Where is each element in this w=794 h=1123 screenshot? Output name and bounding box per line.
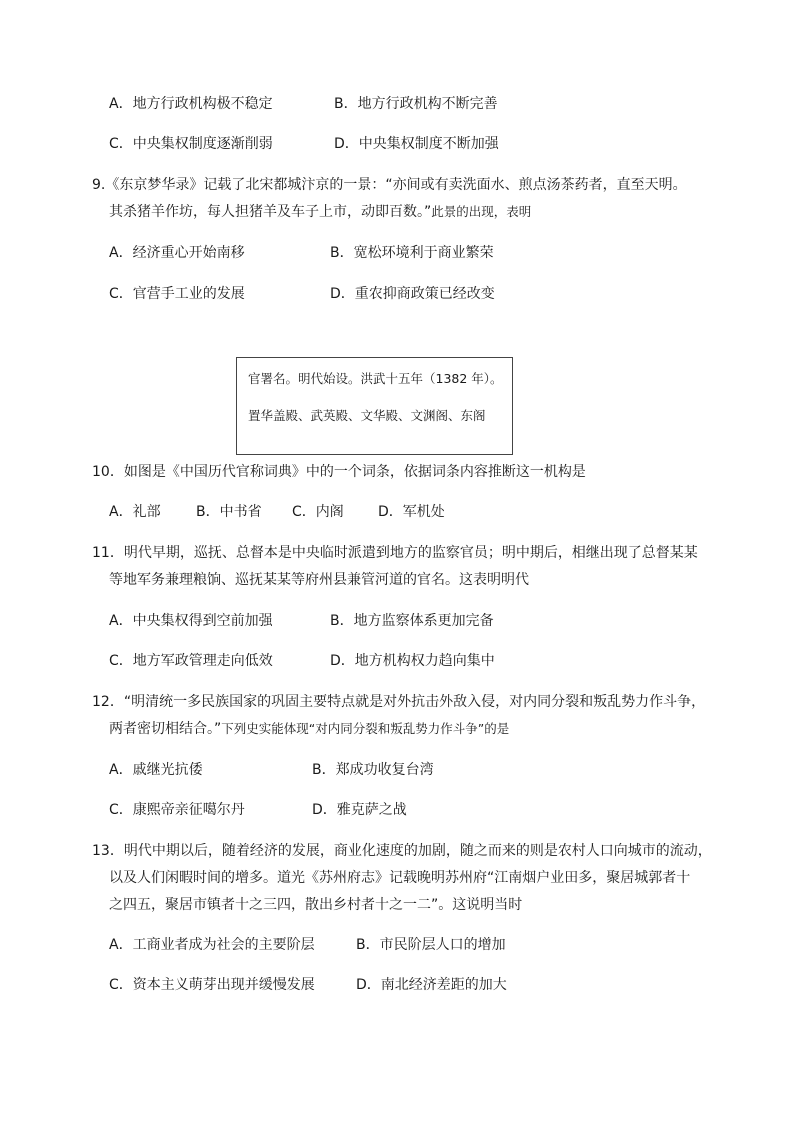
q12-stem-line2-tail: 下列史实能体现“对内同分裂和叛乱势力作斗争”的是 [221,721,510,736]
q11-option-c: C．地方军政管理走向低效 [109,653,273,669]
q11-option-d: D．地方机构权力趋向集中 [330,653,495,669]
q12-option-d: D．雅克萨之战 [312,802,407,818]
q13-option-a: A．工商业者成为社会的主要阶层 [109,937,315,953]
q9-option-d: D．重农抑商政策已经改变 [330,286,495,302]
q9-stem-line2 [109,203,531,221]
q9-stem-line1: 9.《东京梦华录》记载了北宋都城汴京的一景：“亦间或有卖洗面水、煎点汤茶药者，直至天明。 [92,177,687,193]
q13-stem-line2: 以及人们闲暇时间的增多。道光《苏州府志》记载晚明苏州府“江南烟户业田多，聚居城郭者十 [109,870,691,886]
q10-option-d: D．军机处 [378,504,445,520]
q12-stem-line2-main: 两者密切相结合。” [109,721,222,737]
q10-option-a: A．礼部 [109,504,161,520]
q11-stem-line1: 11．明代早期，巡抚、总督本是中央临时派遣到地方的监察官员；明中期后，相继出现了总督某某 [92,545,698,561]
q10-stem: 10．如图是《中国历代官称词典》中的一个词条，依据词条内容推断这一机构是 [92,464,586,480]
q13-option-d: D．南北经济差距的加大 [356,977,507,993]
q9-stem-line2-main: 其杀猪羊作坊，每人担猪羊及车子上市，动即百数。” [109,204,432,220]
q10-dictionary-entry-box [236,357,513,455]
q8-option-a: A．地方行政机构极不稳定 [109,96,273,112]
q9-option-a: A．经济重心开始南移 [109,245,245,261]
q8-option-d: D．中央集权制度不断加强 [334,136,499,152]
q13-stem-line3: 之四五，聚居市镇者十之三四，散出乡村者十之一二”。这说明当时 [109,897,523,913]
q10-entry-line1: 官署名。明代始设。洪武十五年（1382 年）。 [248,371,503,386]
q12-stem-line2 [109,720,509,738]
q11-option-a: A．中央集权得到空前加强 [109,613,273,629]
q12-option-c: C．康熙帝亲征噶尔丹 [109,802,245,818]
q11-option-b: B．地方监察体系更加完备 [330,613,494,629]
q10-option-b: B．中书省 [196,504,262,520]
q13-option-c: C．资本主义萌芽出现并缓慢发展 [109,977,315,993]
q13-option-b: B．市民阶层人口的增加 [356,937,506,953]
q11-stem-line2: 等地军务兼理粮饷、巡抚某某等府州县兼管河道的官名。这表明明代 [109,572,529,588]
q9-stem-line2-tail: 此景的出现，表明 [431,204,532,219]
q12-stem-line1: 12．“明清统一多民族国家的巩固主要特点就是对外抗击外敌入侵，对内同分裂和叛乱势力作斗争， [92,694,706,710]
q8-option-b: B．地方行政机构不断完善 [334,96,498,112]
q13-stem-line1: 13．明代中期以后，随着经济的发展，商业化速度的加剧，随之而来的则是农村人口向城市的流动， [92,843,712,859]
q9-option-b: B．宽松环境利于商业繁荣 [330,245,494,261]
q9-option-c: C．官营手工业的发展 [109,286,245,302]
q10-entry-line2: 置华盖殿、武英殿、文华殿、文渊阁、东阁 [248,408,486,423]
q8-option-c: C．中央集权制度逐渐削弱 [109,136,273,152]
q12-option-b: B．郑成功收复台湾 [312,762,434,778]
q10-option-c: C．内阁 [292,504,344,520]
q12-option-a: A．戚继光抗倭 [109,762,203,778]
